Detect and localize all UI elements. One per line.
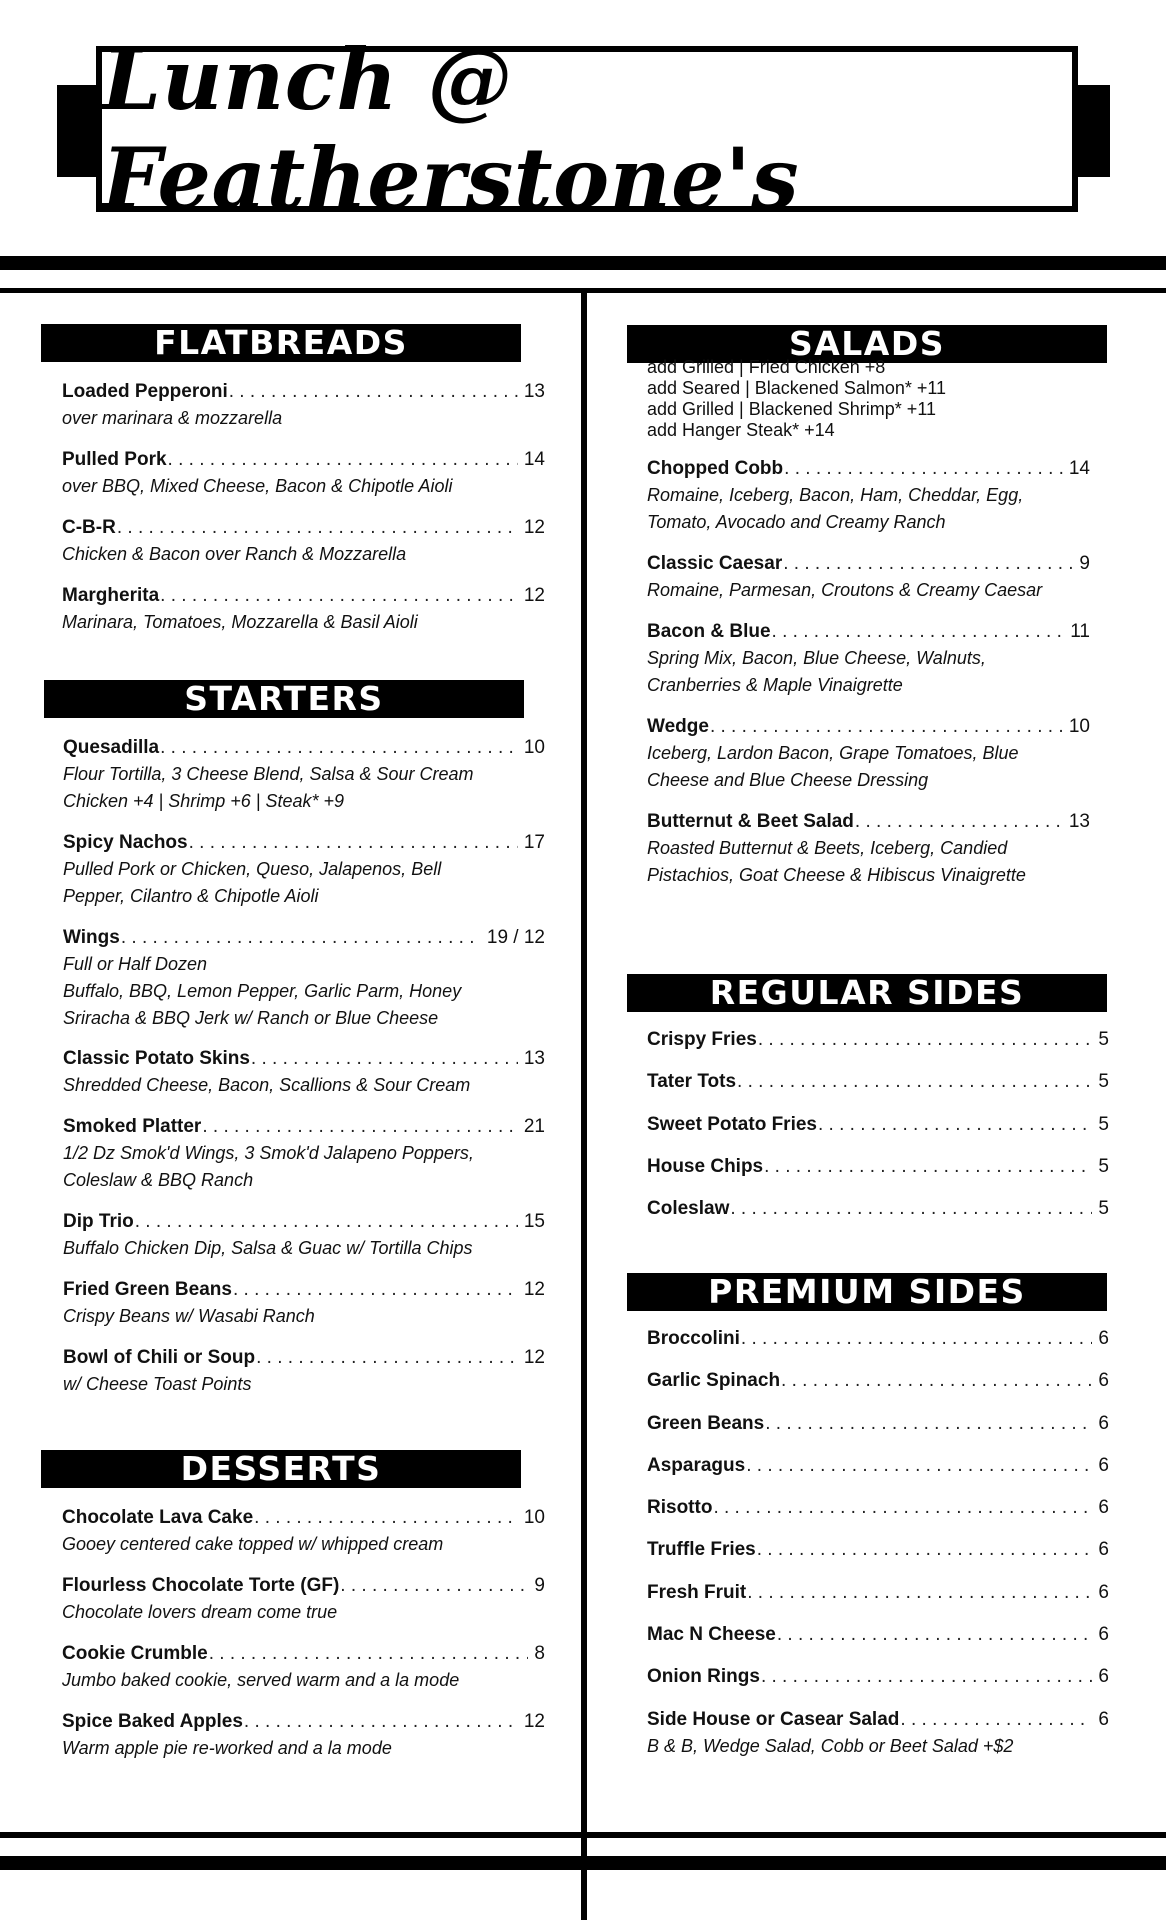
item-name: Classic Caesar [647, 553, 783, 574]
item-description: Pepper, Cilantro & Chipotle Aioli [63, 886, 319, 906]
item-price: 6 [1098, 1539, 1109, 1561]
item-name: Fried Green Beans [63, 1279, 232, 1300]
menu-item-row [647, 715, 1090, 739]
salad-addons [647, 357, 1127, 441]
dot-leader [737, 1070, 1092, 1094]
item-name: Pulled Pork [62, 449, 167, 470]
dot-leader [256, 1346, 518, 1370]
menu-item-row [62, 1642, 545, 1666]
item-price: 21 [523, 1116, 545, 1137]
dot-leader [710, 715, 1063, 739]
menu-item-row [63, 1210, 545, 1234]
item-description: Chicken & Bacon over Ranch & Mozzarella [62, 544, 407, 564]
regular-sides-section [627, 973, 1109, 1220]
menu-item-row [647, 1538, 1109, 1562]
menu-item-coleslaw [647, 1197, 1109, 1221]
salad-addon: add Seared | Blackened Salmon* +11 [647, 378, 947, 398]
item-description: Sriracha & BBQ Jerk w/ Ranch or Blue Cheese [63, 1008, 439, 1028]
menu-item-classic-caesar [647, 552, 1090, 604]
item-description: over BBQ, Mixed Cheese, Bacon & Chipotle Aioli [62, 476, 453, 496]
salad-addon: add Grilled | Fried Chicken +8 [647, 357, 886, 377]
menu-item-bowl-of-chili-or-soup [63, 1346, 545, 1398]
item-name: Cookie Crumble [62, 1643, 208, 1664]
item-name: Margherita [62, 585, 160, 606]
menu-item-cookie-crumble [62, 1642, 545, 1694]
item-name: Wedge [647, 716, 709, 737]
item-name: Coleslaw [647, 1198, 730, 1220]
menu-item-garlic-spinach [647, 1369, 1109, 1393]
bottom-divider-thick [0, 1856, 1166, 1870]
item-description: Shredded Cheese, Bacon, Scallions & Sour Cream [63, 1075, 471, 1095]
menu-item-pulled-pork [62, 448, 545, 500]
menu-item-row [647, 1623, 1109, 1647]
item-description: Cheese and Blue Cheese Dressing [647, 770, 929, 790]
item-name: Bacon & Blue [647, 621, 771, 642]
menu-item-row [647, 620, 1090, 644]
bottom-divider-thin [0, 1832, 1166, 1838]
item-description: over marinara & mozzarella [62, 408, 283, 428]
menu-item-row [647, 552, 1090, 576]
item-price: 9 [1079, 553, 1090, 574]
item-price: 6 [1098, 1328, 1109, 1349]
menu-item-row [647, 1070, 1109, 1094]
menu-item-row [63, 1278, 545, 1302]
dot-leader [202, 1115, 518, 1139]
menu-item-row [647, 1113, 1109, 1137]
desserts-section [41, 1449, 545, 1762]
menu-item-butternut-beet-salad [647, 810, 1090, 889]
dot-leader [244, 1710, 518, 1734]
item-name: Fresh Fruit [647, 1581, 747, 1603]
top-divider-thick [0, 256, 1166, 270]
header-tab-left [57, 85, 97, 177]
item-name: Side House or Casear Salad [647, 1708, 900, 1730]
dot-leader [160, 584, 518, 608]
menu-item-row [63, 831, 545, 855]
dot-leader [765, 1412, 1092, 1436]
item-price: 5 [1098, 1113, 1109, 1135]
flatbreads-section [41, 323, 545, 636]
item-description: Coleslaw & BBQ Ranch [63, 1170, 254, 1190]
item-description: B & B, Wedge Salad, Cobb or Beet Salad +$2 [647, 1735, 1014, 1756]
item-description: Cranberries & Maple Vinaigrette [647, 675, 903, 695]
menu-item-loaded-pepperoni [62, 380, 545, 432]
item-description: Romaine, Parmesan, Croutons & Creamy Caesar [647, 580, 1043, 600]
menu-item-quesadilla [63, 736, 545, 815]
section-heading-starters: STARTERS [44, 680, 524, 718]
menu-item-row [647, 1197, 1109, 1221]
item-description: Buffalo Chicken Dip, Salsa & Guac w/ Tortilla Chips [63, 1238, 473, 1258]
item-price: 13 [523, 381, 545, 402]
item-description: Iceberg, Lardon Bacon, Grape Tomatoes, Blue [647, 743, 1019, 763]
item-price: 6 [1098, 1454, 1109, 1476]
dot-leader [764, 1155, 1092, 1179]
item-name: Onion Rings [647, 1666, 760, 1688]
item-price: 6 [1098, 1624, 1109, 1646]
menu-item-fried-green-beans [63, 1278, 545, 1330]
item-name: Broccolini [647, 1328, 740, 1349]
item-description: Full or Half Dozen [63, 954, 208, 974]
item-price: 10 [1068, 716, 1090, 737]
item-name: C-B-R [62, 517, 116, 538]
item-name: Chopped Cobb [647, 458, 784, 479]
premium-sides-section [627, 1272, 1109, 1756]
menu-item-row [62, 448, 545, 472]
item-price: 12 [523, 517, 545, 538]
item-name: Asparagus [647, 1454, 746, 1476]
menu-item-asparagus [647, 1454, 1109, 1478]
menu-item-onion-rings [647, 1665, 1109, 1689]
menu-item-risotto [647, 1496, 1109, 1520]
dot-leader [135, 1210, 518, 1234]
menu-item-green-beans [647, 1412, 1109, 1436]
menu-item-row [63, 1047, 545, 1071]
title-box [96, 30, 1078, 228]
menu-item-row [647, 1496, 1109, 1520]
item-price: 14 [1068, 458, 1090, 479]
menu-item-row [647, 1581, 1109, 1605]
dot-leader [757, 1538, 1093, 1562]
item-price: 11 [1070, 621, 1090, 642]
dot-leader [233, 1278, 518, 1302]
item-price: 9 [534, 1575, 545, 1596]
item-price: 6 [1098, 1581, 1109, 1603]
dot-leader [747, 1581, 1092, 1605]
item-name: Wings [63, 927, 120, 948]
item-price: 12 [523, 1347, 545, 1368]
item-price: 6 [1098, 1497, 1109, 1519]
salad-addon: add Grilled | Blackened Shrimp* +11 [647, 399, 937, 419]
item-description: w/ Cheese Toast Points [63, 1374, 252, 1394]
item-price: 15 [523, 1211, 545, 1232]
item-name: Garlic Spinach [647, 1370, 781, 1392]
item-description: Chocolate lovers dream come true [62, 1602, 338, 1622]
item-name: House Chips [647, 1155, 764, 1177]
dot-leader [251, 1047, 518, 1071]
item-name: Classic Potato Skins [63, 1048, 250, 1069]
item-price: 5 [1098, 1029, 1109, 1050]
item-price: 12 [523, 1279, 545, 1300]
dot-leader [168, 448, 518, 472]
item-name: Truffle Fries [647, 1539, 756, 1561]
item-description: Tomato, Avocado and Creamy Ranch [647, 512, 946, 532]
item-price: 13 [1068, 811, 1090, 832]
menu-item-wedge [647, 715, 1090, 794]
menu-item-row [62, 380, 545, 404]
item-description: Pulled Pork or Chicken, Queso, Jalapenos, Bell [63, 859, 442, 879]
dot-leader [758, 1028, 1093, 1052]
item-description: Marinara, Tomatoes, Mozzarella & Basil Aioli [62, 612, 418, 632]
section-heading-flatbreads: FLATBREADS [41, 324, 521, 362]
item-description: Flour Tortilla, 3 Cheese Blend, Salsa & Sour Cream [63, 764, 474, 784]
menu-item-flourless-chocolate-torte-gf [62, 1574, 545, 1626]
item-description: Pistachios, Goat Cheese & Hibiscus Vinaigrette [647, 865, 1026, 885]
dot-leader [741, 1327, 1093, 1351]
menu-item-spice-baked-apples [62, 1710, 545, 1762]
item-name: Tater Tots [647, 1071, 737, 1093]
item-name: Bowl of Chili or Soup [63, 1347, 256, 1368]
item-price: 5 [1098, 1155, 1109, 1177]
menu-item-row [62, 1506, 545, 1530]
salad-addon: add Hanger Steak* +14 [647, 420, 835, 440]
item-description: 1/2 Dz Smok'd Wings, 3 Smok'd Jalapeno Poppers, [63, 1143, 474, 1163]
dot-leader [777, 1623, 1093, 1647]
menu-item-tater-tots [647, 1070, 1109, 1094]
menu-item-row [647, 1412, 1109, 1436]
item-name: Green Beans [647, 1412, 765, 1434]
item-name: Smoked Platter [63, 1116, 202, 1137]
item-price: 6 [1098, 1412, 1109, 1434]
item-price: 6 [1098, 1370, 1109, 1392]
menu-item-bacon-blue [647, 620, 1090, 699]
dot-leader [855, 810, 1063, 834]
item-name: Butternut & Beet Salad [647, 811, 854, 832]
menu-item-classic-potato-skins [63, 1047, 545, 1099]
dot-leader [781, 1369, 1092, 1393]
dot-leader [713, 1496, 1092, 1520]
item-price: 12 [523, 1711, 545, 1732]
menu-item-side-house-or-casear-salad [647, 1708, 1109, 1760]
menu-item-dip-trio [63, 1210, 545, 1262]
menu-item-chocolate-lava-cake [62, 1506, 545, 1558]
menu-item-row [63, 736, 545, 760]
menu-item-row [63, 1346, 545, 1370]
dot-leader [818, 1113, 1092, 1137]
dot-leader [772, 620, 1065, 644]
item-name: Flourless Chocolate Torte (GF) [62, 1575, 340, 1596]
item-description: Gooey centered cake topped w/ whipped cream [62, 1534, 444, 1554]
menu-item-mac-n-cheese [647, 1623, 1109, 1647]
menu-item-margherita [62, 584, 545, 636]
menu-item-broccolini [647, 1327, 1109, 1351]
dot-leader [730, 1197, 1092, 1221]
menu-item-crispy-fries [647, 1028, 1109, 1052]
item-description: Jumbo baked cookie, served warm and a la mode [62, 1670, 460, 1690]
item-description: Romaine, Iceberg, Bacon, Ham, Cheddar, Egg, [647, 485, 1024, 505]
menu-item-row [63, 1115, 545, 1139]
menu-item-smoked-platter [63, 1115, 545, 1194]
item-description: Buffalo, BBQ, Lemon Pepper, Garlic Parm, Honey [63, 981, 462, 1001]
dot-leader [160, 736, 518, 760]
item-description: Roasted Butternut & Beets, Iceberg, Candied [647, 838, 1008, 858]
item-name: Loaded Pepperoni [62, 381, 228, 402]
dot-leader [784, 457, 1063, 481]
section-heading-regular-sides: REGULAR SIDES [627, 974, 1107, 1012]
dot-leader [209, 1642, 529, 1666]
item-description: Warm apple pie re-worked and a la mode [62, 1738, 392, 1758]
item-name: Chocolate Lava Cake [62, 1507, 254, 1528]
menu-item-house-chips [647, 1155, 1109, 1179]
menu-item-sweet-potato-fries [647, 1113, 1109, 1137]
item-name: Dip Trio [63, 1211, 134, 1232]
menu-item-wings [63, 926, 545, 1032]
menu-item-chopped-cobb [647, 457, 1090, 536]
menu-item-row [63, 926, 545, 950]
item-price: 6 [1098, 1708, 1109, 1730]
menu-item-spicy-nachos [63, 831, 545, 910]
section-heading-desserts: DESSERTS [41, 1450, 521, 1488]
item-price: 10 [523, 737, 545, 758]
item-description: Crispy Beans w/ Wasabi Ranch [63, 1306, 315, 1326]
item-name: Quesadilla [63, 737, 160, 758]
item-price: 14 [523, 449, 545, 470]
menu-item-row [647, 457, 1090, 481]
dot-leader [229, 380, 518, 404]
dot-leader [189, 831, 518, 855]
item-price: 19 / 12 [486, 927, 545, 948]
menu-item-row [647, 1454, 1109, 1478]
item-price: 8 [534, 1643, 545, 1664]
menu-item-row [647, 1369, 1109, 1393]
menu-item-row [647, 810, 1090, 834]
item-price: 6 [1098, 1666, 1109, 1688]
dot-leader [117, 516, 518, 540]
menu-item-row [647, 1155, 1109, 1179]
menu-item-c-b-r [62, 516, 545, 568]
dot-leader [254, 1506, 518, 1530]
menu-item-row [62, 1574, 545, 1598]
menu-item-row [647, 1327, 1109, 1351]
menu-item-row [647, 1665, 1109, 1689]
item-price: 5 [1098, 1198, 1109, 1220]
item-name: Spice Baked Apples [62, 1711, 243, 1732]
column-divider [581, 293, 587, 1920]
menu-item-row [62, 584, 545, 608]
menu-item-row [647, 1708, 1109, 1732]
dot-leader [746, 1454, 1092, 1478]
item-price: 10 [523, 1507, 545, 1528]
item-price: 12 [523, 585, 545, 606]
dot-leader [900, 1708, 1092, 1732]
item-description: Chicken +4 | Shrimp +6 | Steak* +9 [63, 791, 345, 811]
dot-leader [340, 1574, 528, 1598]
salads-section [627, 324, 1107, 885]
item-price: 5 [1098, 1071, 1109, 1093]
item-name: Risotto [647, 1497, 713, 1519]
page-title: Lunch @ Featherstone's [102, 30, 800, 228]
menu-item-row [647, 1028, 1109, 1052]
item-name: Spicy Nachos [63, 832, 188, 853]
dot-leader [121, 926, 481, 950]
starters-section [44, 679, 545, 1398]
item-name: Sweet Potato Fries [647, 1113, 817, 1135]
dot-leader [761, 1665, 1092, 1689]
dot-leader [783, 552, 1073, 576]
item-price: 17 [523, 832, 545, 853]
item-price: 13 [523, 1048, 545, 1069]
menu-item-truffle-fries [647, 1538, 1109, 1562]
item-name: Mac N Cheese [647, 1624, 776, 1646]
section-heading-salads: SALADS [627, 325, 1107, 363]
item-description: Spring Mix, Bacon, Blue Cheese, Walnuts, [647, 648, 986, 668]
section-heading-premium-sides: PREMIUM SIDES [627, 1273, 1107, 1311]
menu-item-row [62, 1710, 545, 1734]
item-name: Crispy Fries [647, 1029, 757, 1050]
menu-item-fresh-fruit [647, 1581, 1109, 1605]
menu-item-row [62, 516, 545, 540]
